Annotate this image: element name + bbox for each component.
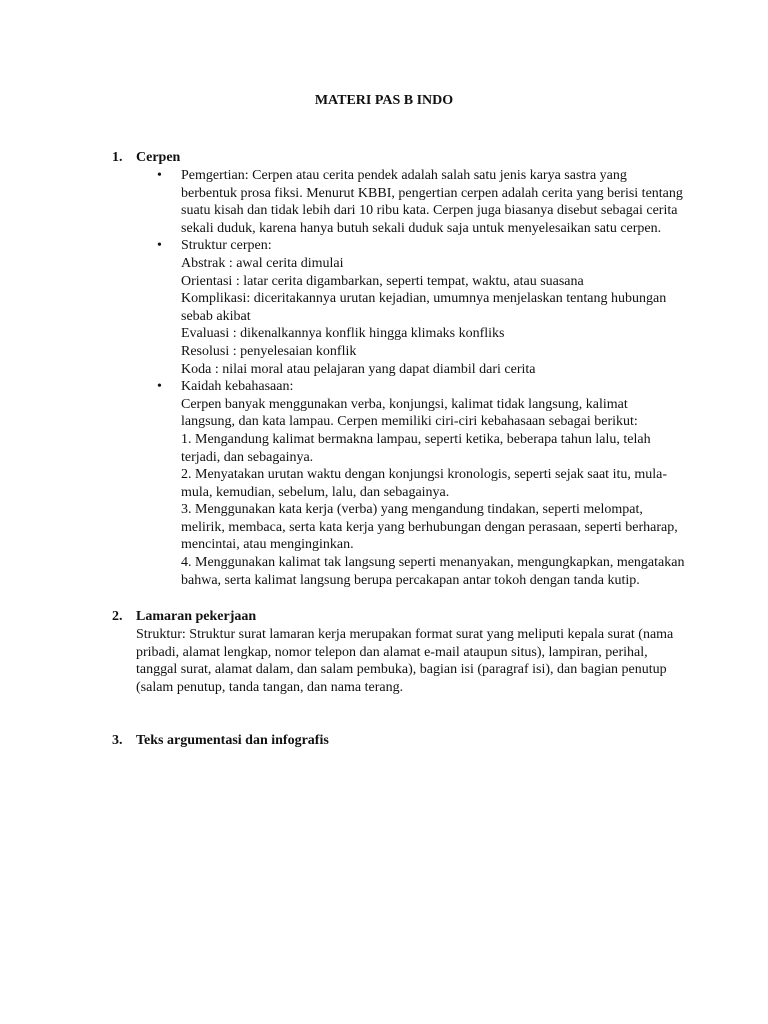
bullet-icon: • [157, 168, 162, 183]
text-line: Cerpen banyak menggunakan verba, konjungsi, kalimat tidak langsung, kalimat [181, 396, 628, 412]
text-line: langsung, dan kata lampau. Cerpen memiliki ciri-ciri kebahasaan sebagai berikut: [181, 414, 638, 430]
section-title: Cerpen [136, 150, 181, 165]
bullet-item-struktur [157, 237, 681, 378]
section-number: 2. [112, 609, 123, 624]
text-line: Abstrak : awal cerita dimulai [181, 255, 344, 271]
section-heading-lamaran [112, 608, 256, 626]
text-line: sekali duduk, karena hanya butuh sekali duduk saja untuk menyelesaikan satu cerpen. [181, 220, 662, 236]
text-line: mula, kemudian, sebelum, lalu, dan sebagainya. [181, 484, 450, 500]
text-line: suatu kisah dan tidak lebih dari 10 ribu kata. Cerpen juga biasanya disebut sebagai cerita [181, 203, 678, 219]
section-number: 1. [112, 150, 123, 165]
text-line: 4. Menggunakan kalimat tak langsung seperti menanyakan, mengungkapkan, mengatakan [181, 555, 685, 571]
text-line: bahwa, serta kalimat langsung berupa percakapan antar tokoh dengan tanda kutip. [181, 572, 640, 588]
text-line: mencintai, atau menginginkan. [181, 537, 354, 553]
text-line: 2. Menyatakan urutan waktu dengan konjungsi kronologis, seperti sejak saat itu, mula- [181, 467, 668, 483]
text-line: Orientasi : latar cerita digambarkan, seperti tempat, waktu, atau suasana [181, 273, 584, 289]
document-title: MATERI PAS B INDO [314, 93, 454, 108]
section-number: 3. [112, 733, 123, 748]
text-line: pribadi, alamat lengkap, nomor telepon dan alamat e-mail ataupun situs), lampiran, perihal, [136, 644, 648, 660]
bullet-item-kaidah [157, 378, 685, 589]
text-line: sebab akibat [181, 308, 251, 324]
text-line: terjadi, dan sebagainya. [181, 449, 314, 465]
text-line: Koda : nilai moral atau pelajaran yang dapat diambil dari cerita [181, 361, 536, 377]
section-title: Teks argumentasi dan infografis [136, 733, 329, 748]
section-heading-teks-argumentasi [112, 732, 329, 750]
text-line: berbentuk prosa fiksi. Menurut KBBI, pengertian cerpen adalah cerita yang berisi tentang [181, 185, 683, 201]
text-line: Struktur cerpen: [181, 238, 272, 254]
text-line: Struktur: Struktur surat lamaran kerja merupakan format surat yang meliputi kepala surat (nama [136, 627, 674, 642]
text-line: (salam penutup, tanda tangan, dan nama terang. [136, 679, 404, 695]
text-line: 3. Menggunakan kata kerja (verba) yang mengandung tindakan, seperti melompat, [181, 502, 643, 518]
text-line: Komplikasi: diceritakannya urutan kejadian, umumnya menjelaskan tentang hubungan [181, 291, 667, 307]
cerpen-bullet-list [157, 167, 685, 589]
section-heading-cerpen [112, 149, 180, 167]
text-line: Evaluasi : dikenalkannya konflik hingga klimaks konfliks [181, 326, 505, 342]
section-title: Lamaran pekerjaan [136, 609, 257, 624]
bullet-icon: • [157, 238, 162, 254]
text-line: Resolusi : penyelesaian konflik [181, 343, 357, 359]
lamaran-body [136, 626, 681, 696]
text-line: melirik, membaca, serta kata kerja yang berhubungan dengan perasaan, seperti berharap, [181, 519, 678, 535]
text-line: Pemgertian: Cerpen atau cerita pendek adalah salah satu jenis karya sastra yang [181, 168, 627, 183]
bullet-item-pengertian [157, 167, 683, 237]
text-line: 1. Mengandung kalimat bermakna lampau, seperti ketika, beberapa tahun lalu, telah [181, 431, 651, 447]
text-line: Kaidah kebahasaan: [181, 379, 294, 395]
bullet-icon: • [157, 379, 162, 395]
text-line: tanggal surat, alamat dalam, dan salam pembuka), bagian isi (paragraf isi), dan bagian penutup [136, 662, 667, 678]
